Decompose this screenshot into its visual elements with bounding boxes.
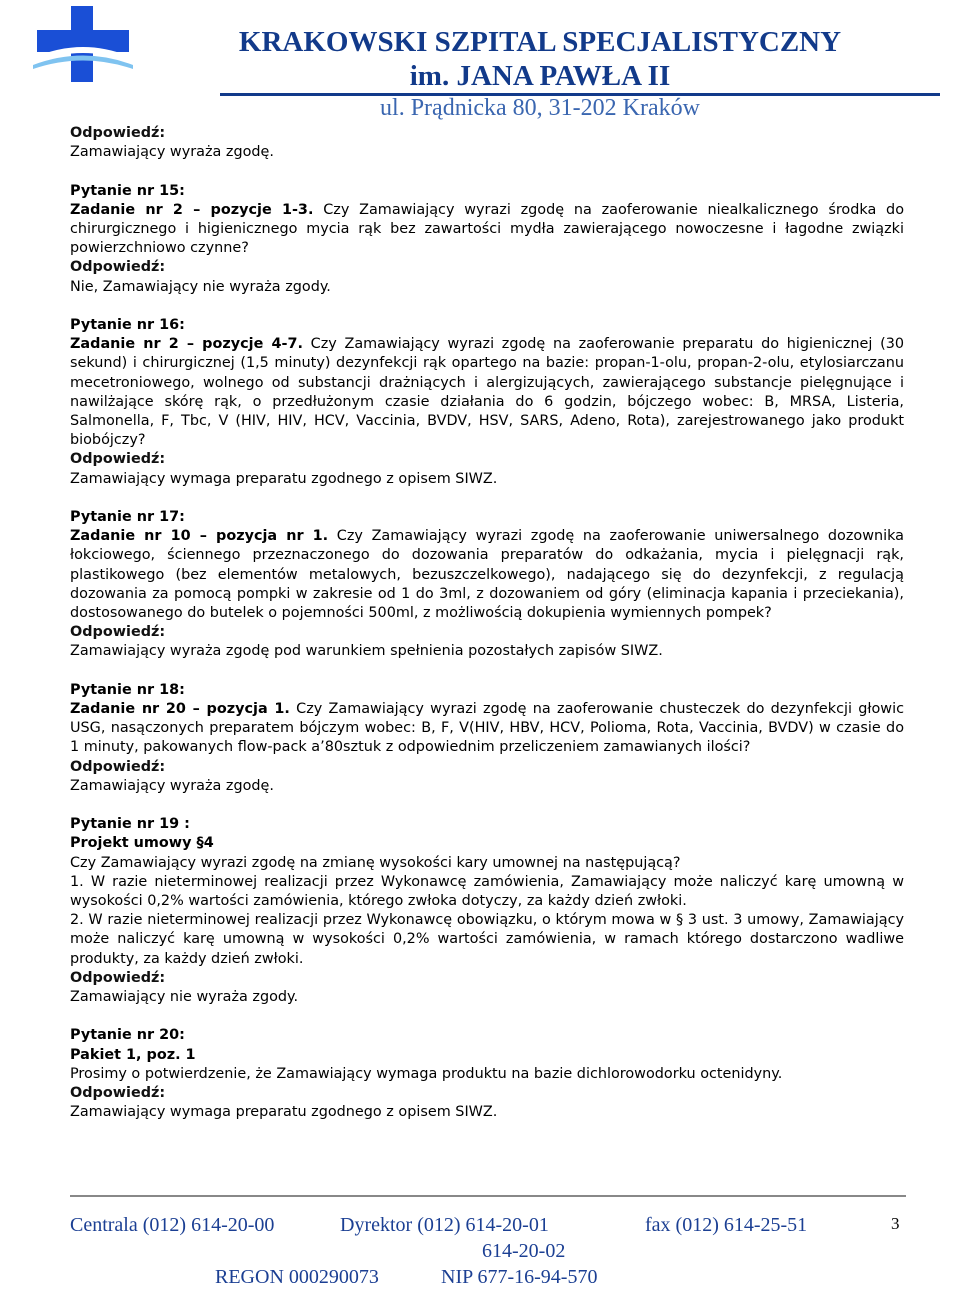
question-title: Pakiet 1, poz. 1	[70, 1046, 196, 1063]
answer-label: Odpowiedź:	[70, 969, 166, 986]
question-18	[70, 681, 904, 796]
question-19	[70, 815, 904, 1007]
answer-text: Zamawiający wyraża zgodę pod warunkiem spełnienia pozostałych zapisów SIWZ.	[70, 643, 663, 660]
question-body: Czy Zamawiający wyrazi zgodę na zaoferowanie uniwersalnego dozownika łokciowego, ściennego przeznaczonego do dozowania preparatów do odkażania, mycia i pielęgnacji rąk, plastikowego (bez elementów metalowych, bezuszczelkowego), nadającego się do dezynfekcji, z regulacją dozowania za pomocą pompki w zakresie od 1 do 3ml, z dozowaniem od góry (eliminacja kapania i przeciekania), dostosowanego do butelek o pojemności 500ml, z możliwością dokupienia wymiennych pompek?	[70, 528, 904, 622]
answer-label: Odpowiedź:	[70, 758, 166, 775]
question-text	[70, 335, 904, 450]
question-number: Pytanie nr 18:	[70, 681, 185, 698]
question-title: Zadanie nr 2 – pozycje 1-3.	[70, 201, 314, 218]
question-text	[70, 201, 904, 259]
footer-dyrektor-second: 614-20-02	[482, 1240, 566, 1262]
footer-fax: fax (012) 614-25-51	[645, 1214, 808, 1236]
question-15	[70, 182, 904, 297]
intro-answer	[70, 124, 904, 162]
answer-text: Zamawiający wyraża zgodę.	[70, 144, 274, 161]
hospital-patron: im. JANA PAWŁA II	[409, 60, 671, 92]
question-title: Zadanie nr 2 – pozycje 4-7.	[70, 336, 303, 353]
footer-dyrektor: Dyrektor (012) 614-20-01	[340, 1214, 549, 1236]
answer-text: Nie, Zamawiający nie wyraża zgody.	[70, 278, 331, 295]
question-16	[70, 316, 904, 489]
hospital-name: KRAKOWSKI SZPITAL SPECJALISTYCZNY	[238, 26, 842, 58]
page-number: 3	[891, 1214, 900, 1233]
question-17	[70, 508, 904, 662]
question-line: 2. W razie nieterminowej realizacji przez Wykonawcę obowiązku, o którym mowa w § 3 ust. 3 umowy, Zamawiający może naliczyć karę umowną w wysokości 0,2% wartości zamówienia, w ramach którego dostarczono wadliwe produkty, za każdy dzień zwłoki.	[70, 912, 904, 967]
page-header	[0, 0, 960, 130]
document-body	[70, 124, 904, 1142]
question-title: Projekt umowy §4	[70, 835, 214, 852]
question-number: Pytanie nr 16:	[70, 317, 185, 333]
answer-label: Odpowiedź:	[70, 259, 166, 276]
question-title: Zadanie nr 10 – pozycja nr 1.	[70, 528, 329, 545]
answer-text: Zamawiający wymaga preparatu zgodnego z opisem SIWZ.	[70, 470, 498, 487]
question-line: Czy Zamawiający wyrazi zgodę na zmianę wysokości kary umownej na następującą?	[70, 854, 681, 871]
answer-label: Odpowiedź:	[70, 451, 166, 468]
footer-regon: REGON 000290073	[215, 1266, 379, 1288]
question-body: Czy Zamawiający wyrazi zgodę na zaoferowanie chusteczek do dezynfekcji głowic USG, nasączonych preparatem bójczym wobec: B, F, V(HIV, HBV, HCV, Polioma, Rota, Vaccinia, BVDV) w czasie do 1 minuty, pakowanych flow-pack a’80sztuk z odpowiednim przeliczeniem zamawianych ilości?	[70, 701, 904, 756]
question-title: Zadanie nr 20 – pozycja 1.	[70, 701, 290, 718]
medical-cross-logo-icon	[33, 2, 133, 82]
footer-centrala: Centrala (012) 614-20-00	[70, 1214, 275, 1236]
question-text	[70, 527, 904, 623]
hospital-address: ul. Prądnicka 80, 31-202 Kraków	[380, 95, 700, 121]
question-body: Czy Zamawiający wyrazi zgodę na zaoferowanie preparatu do higienicznej (30 sekund) i chirurgicznej (1,5 minuty) dezynfekcji rąk opartego na bazie: propan-1-olu, propan-2-olu, etylosiarczanu mecetroniowego, wolnego od substancji drażniących i alergizujących, zawierającego substancje pielęgnujące i nawilżające skórę rąk, o przedłużonym czasie działania do 6 godzin, bójczego wobec: B, MRSA, Listeria, Salmonella, F, Tbc, V (HIV, HIV, HCV, Vaccinia, BVDV, HSV, SARS, Adeno, Rota), zarejestrowanego jako produkt biobójczy?	[70, 336, 905, 449]
footer-rule	[70, 1195, 906, 1197]
question-line: Prosimy o potwierdzenie, że Zamawiający wymaga produktu na bazie dichlorowodorku octenidyny.	[70, 1065, 783, 1082]
question-number: Pytanie nr 17:	[70, 509, 185, 526]
question-number: Pytanie nr 15:	[70, 182, 185, 199]
question-20	[70, 1026, 904, 1122]
answer-label: Odpowiedź:	[70, 624, 166, 641]
answer-text: Zamawiający nie wyraża zgody.	[70, 989, 299, 1006]
answer-text: Zamawiający wyraża zgodę.	[70, 777, 274, 794]
question-number: Pytanie nr 20:	[70, 1027, 185, 1044]
question-text	[70, 700, 904, 758]
answer-text: Zamawiający wymaga preparatu zgodnego z opisem SIWZ.	[70, 1104, 498, 1121]
question-number: Pytanie nr 19 :	[70, 816, 190, 833]
question-line: 1. W razie nieterminowej realizacji przez Wykonawcę zamówienia, Zamawiający może naliczyć karę umowną w wysokości 0,2% wartości zamówienia, którego zwłoka dotyczy, za każdy dzień zwłoki.	[70, 873, 904, 910]
footer-nip: NIP 677-16-94-570	[441, 1266, 598, 1288]
question-body: Czy Zamawiający wyrazi zgodę na zaoferowanie niealkalicznego środka do chirurgicznego i higienicznego mycia rąk bez zawartości mydła zawierającego nowoczesne i łagodne związki powierzchniowo czynne?	[70, 201, 904, 257]
answer-label: Odpowiedź:	[70, 125, 166, 141]
answer-label: Odpowiedź:	[70, 1085, 166, 1102]
